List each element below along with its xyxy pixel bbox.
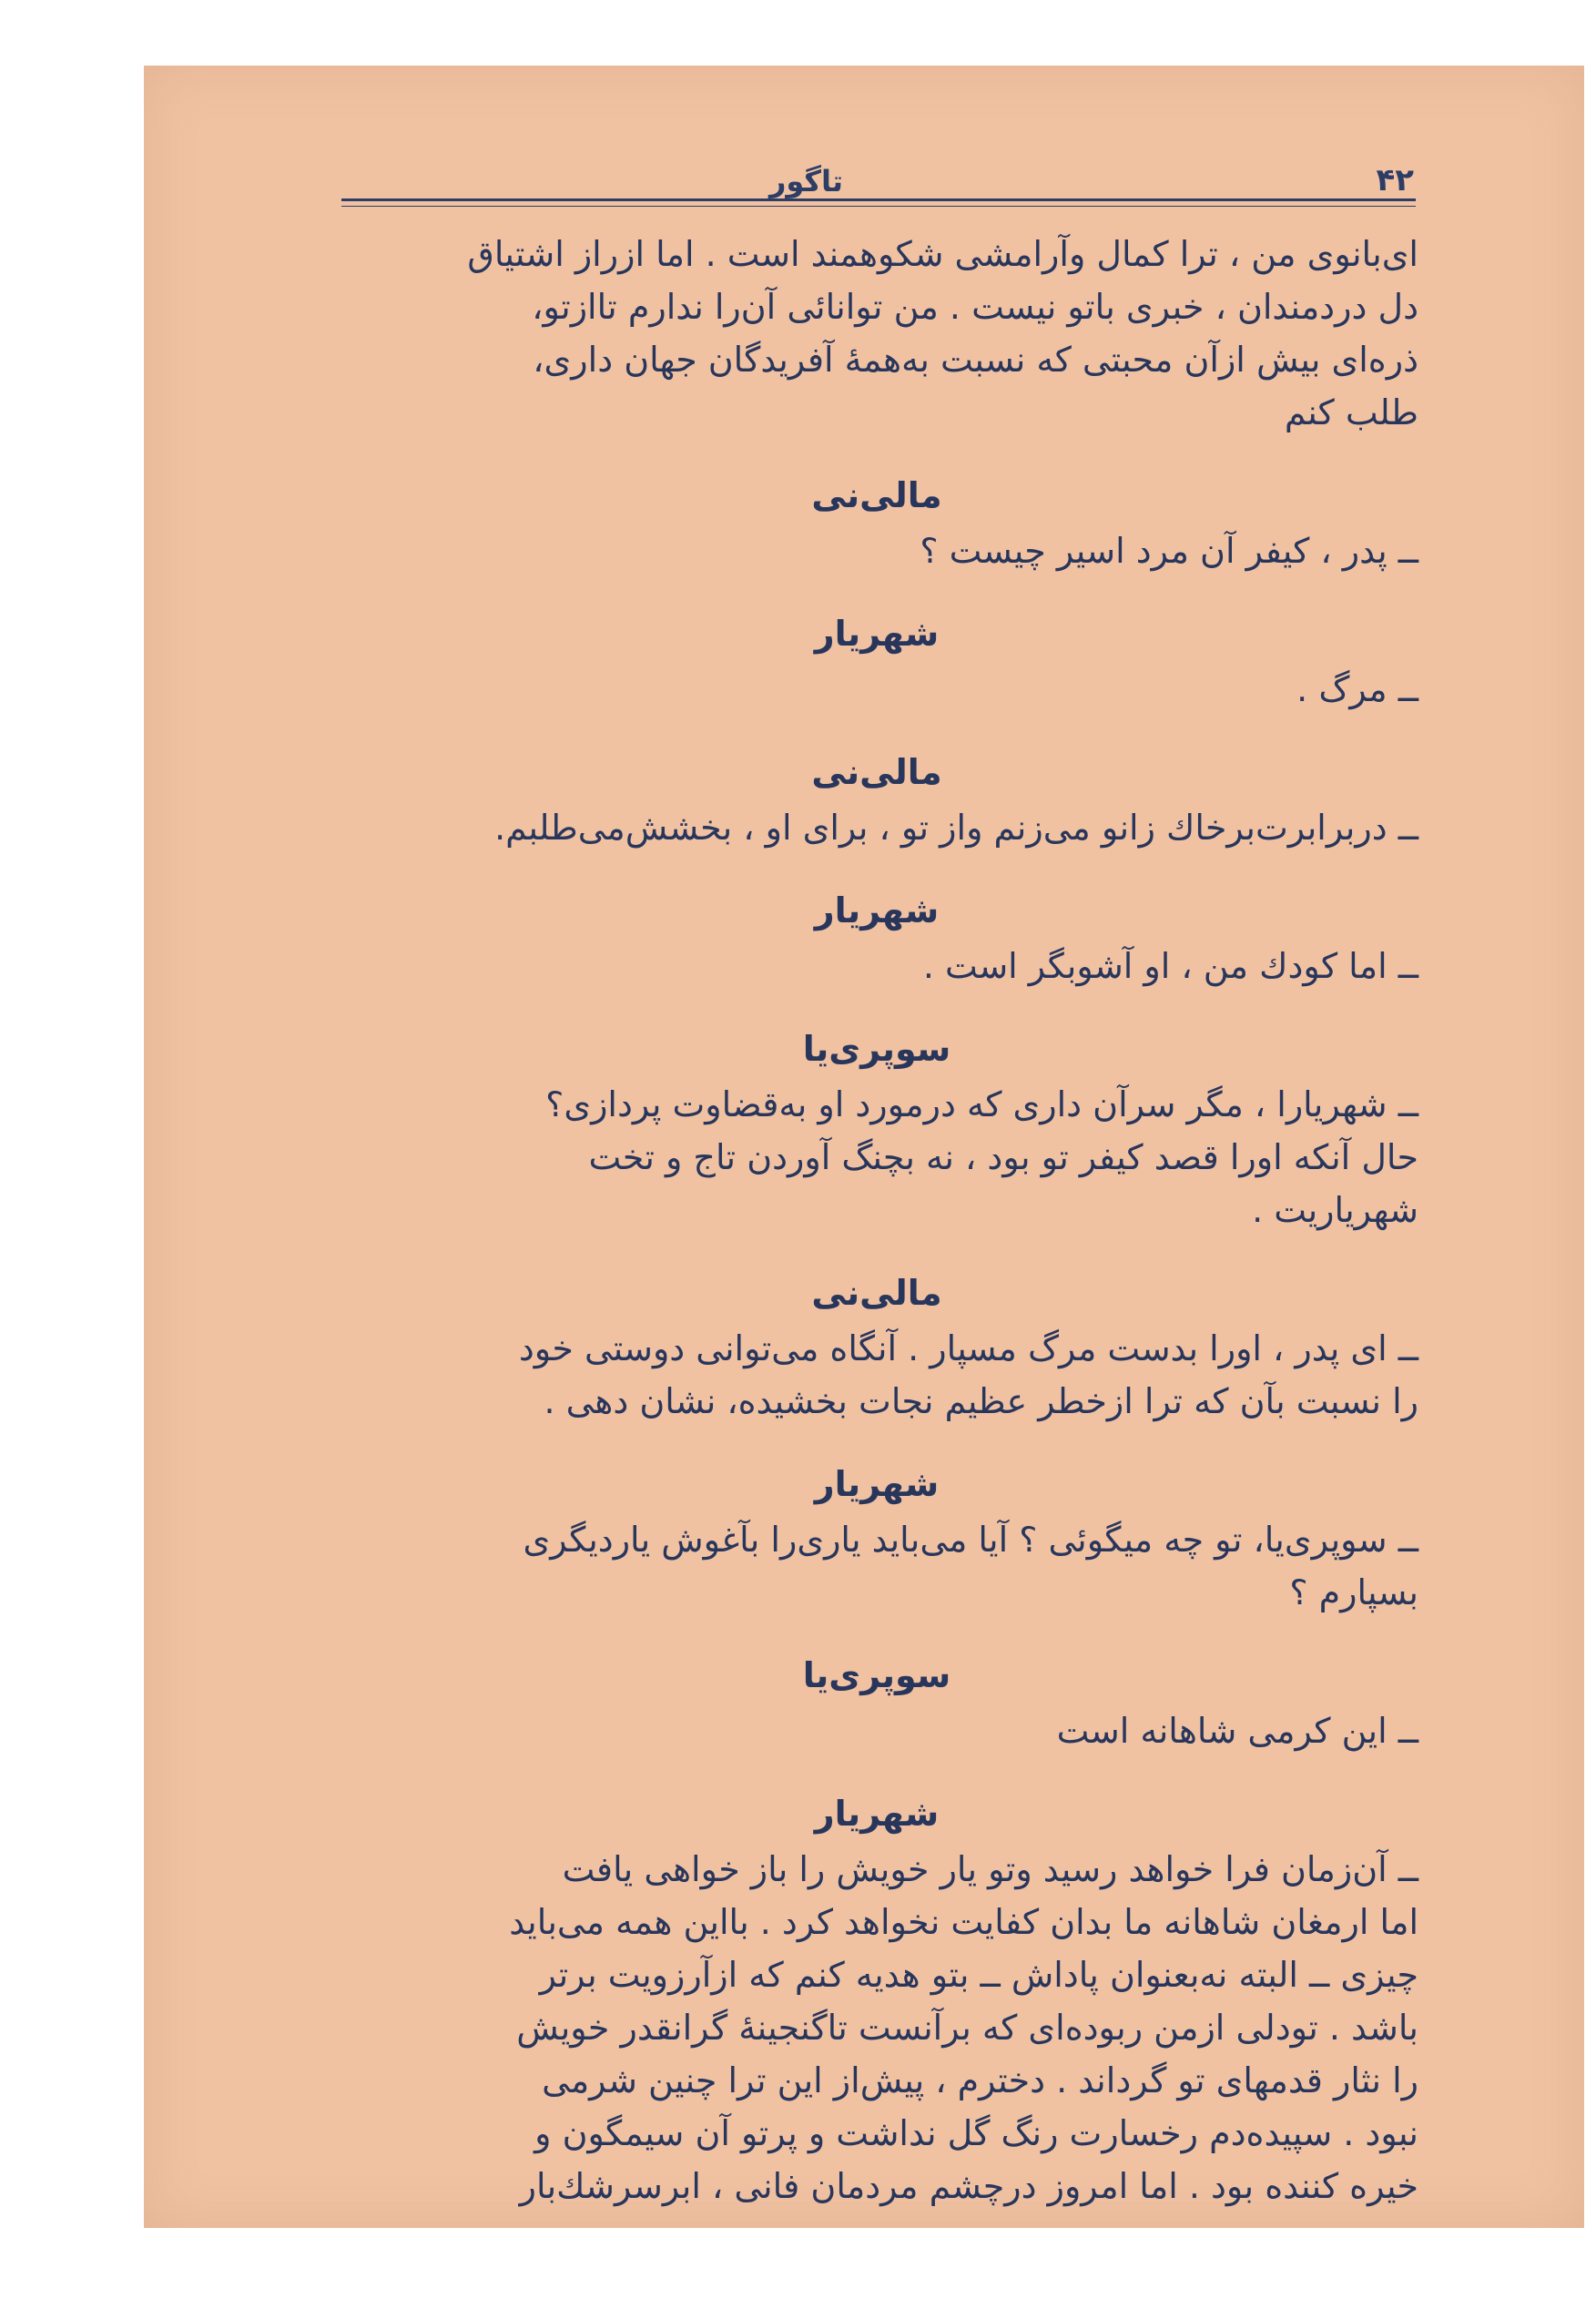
speaker-name: سوپری‌یا <box>802 1655 951 1695</box>
header-rule <box>341 198 1416 207</box>
speaker-name: شهریار <box>814 614 940 654</box>
speaker-name: مالی‌نی <box>811 1273 942 1313</box>
text-line: ذره‌ای بیش ازآن محبتی که نسبت به‌همهٔ آفریدگان جهان داری، <box>533 340 1418 380</box>
text-line: طلب کنم <box>1284 392 1418 432</box>
page-number: ۴۲ <box>1376 162 1414 198</box>
text-line: شهریاریت . <box>1252 1190 1418 1230</box>
text-line: خیره کننده بود . اما امروز درچشم مردمان فانی ، ابرسرشك‌بار <box>519 2166 1418 2206</box>
text-line: باشد . تودلی ازمن ربوده‌ای که برآنست تاگنجینهٔ گرانقدر خویش <box>516 2008 1418 2048</box>
text-line: چیزی ــ البته نه‌بعنوان پاداش ــ بتو هدیه کنم که ازآرزویت برتر <box>539 1955 1418 1995</box>
text-line: ــ این کرمی شاهانه است <box>1056 1711 1418 1751</box>
speaker-name: شهریار <box>814 1794 940 1834</box>
text-line: ــ دربرابرت‌برخاك زانو می‌زنم واز تو ، برای او ، بخشش‌می‌طلبم. <box>494 808 1418 848</box>
text-line: را نسبت بآن که ترا ازخطر عظیم نجات بخشیده، نشان دهی . <box>544 1381 1418 1421</box>
running-title: تاگور <box>768 164 844 198</box>
page-header <box>198 98 1414 198</box>
intro-paragraph <box>335 228 1418 439</box>
text-line: را نثار قدمهای تو گرداند . دخترم ، پیش‌از این ترا چنین شرمی <box>542 2060 1418 2100</box>
speaker-name: سوپری‌یا <box>802 1029 951 1069</box>
speaker-name: مالی‌نی <box>811 475 942 515</box>
text-line: ــ مرگ . <box>1296 669 1418 709</box>
speaker-name: شهریار <box>814 890 940 931</box>
speaker-name: شهریار <box>814 1464 940 1504</box>
text-line: ــ ای پدر ، اورا بدست مرگ مسپار . آنگاه می‌توانی دوستی خود <box>518 1328 1418 1368</box>
text-line: ــ سوپری‌یا، تو چه میگوئی ؟ آیا می‌باید یاری‌را بآغوش یاردیگری <box>523 1520 1418 1560</box>
text-line: بسپارم ؟ <box>1289 1572 1418 1612</box>
page-body <box>335 228 1418 2212</box>
text-line: ــ آن‌زمان فرا خواهد رسید وتو یار خویش را باز خواهی یافت <box>562 1849 1418 1889</box>
text-line: ــ پدر ، کیفر آن مرد اسیر چیست ؟ <box>920 531 1418 571</box>
text-line: اما ارمغان شاهانه ما بدان کفایت نخواهد کرد . بااین همه می‌باید <box>509 1902 1418 1942</box>
text-line: دل دردمندان ، خبری باتو نیست . من توانائی آن‌را ندارم تاازتو، <box>532 287 1418 327</box>
speaker-name: مالی‌نی <box>811 752 942 792</box>
text-line: حال آنکه اورا قصد کیفر تو بود ، نه بچنگ آوردن تاج و تخت <box>588 1137 1418 1177</box>
text-line: نبود . سپیده‌دم رخسارت رنگ گل نداشت و پرتو آن سیمگون و <box>534 2113 1418 2153</box>
text-line: ــ اما کودك من ، او آشوبگر است . <box>922 946 1418 986</box>
text-line: ای‌بانوی من ، ترا کمال وآرامشی شکوهمند است . اما ازراز اشتیاق <box>467 234 1418 274</box>
text-line: ــ شهریارا ، مگر سرآن داری که درمورد او به‌قضاوت پردازی؟ <box>545 1084 1418 1124</box>
